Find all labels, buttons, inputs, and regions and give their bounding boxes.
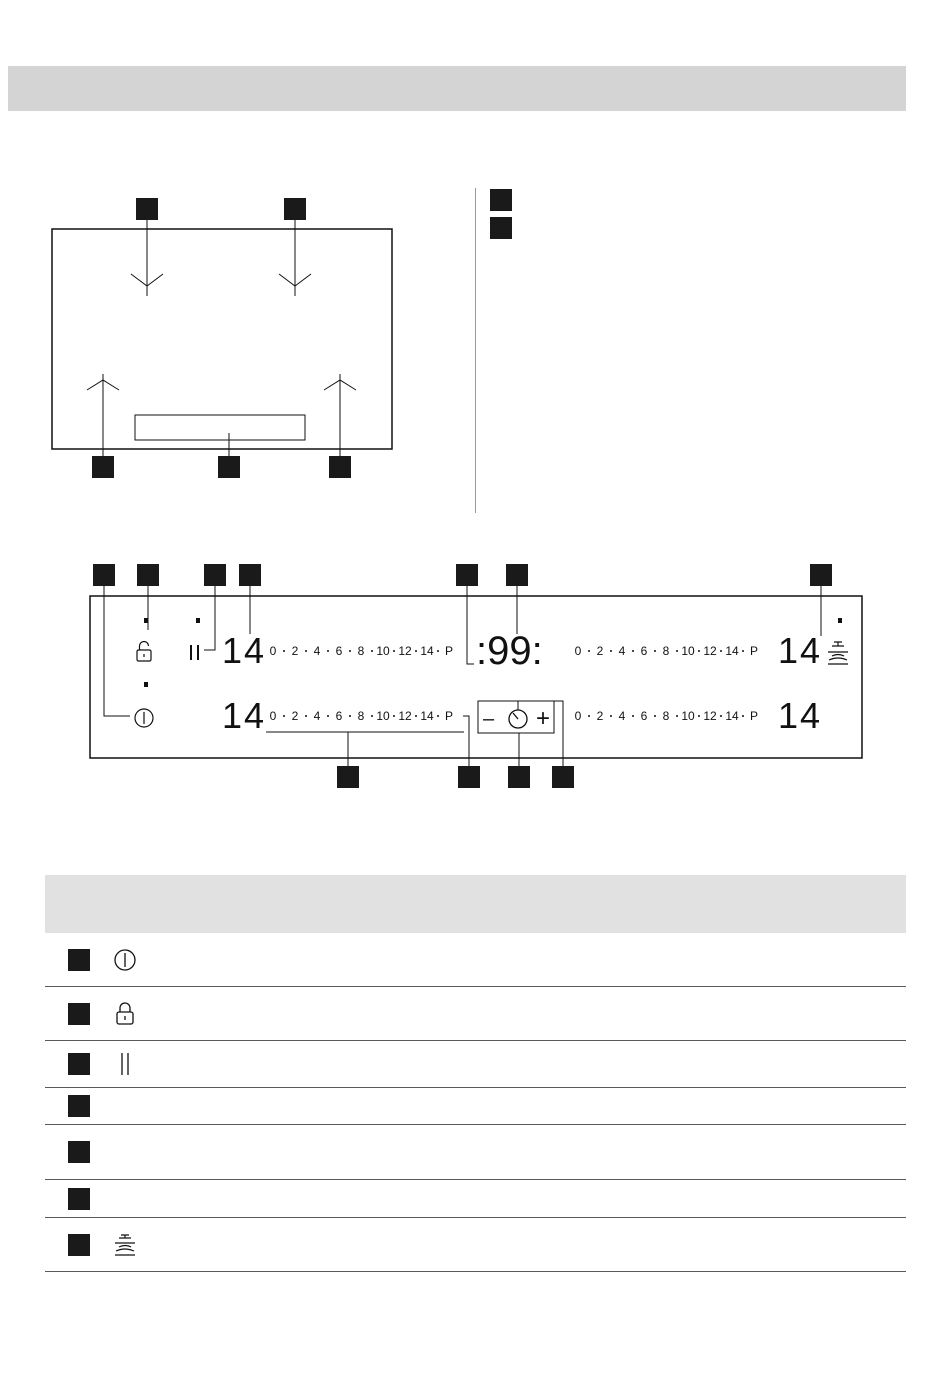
power-scale-label: 6 [335,644,343,658]
power-scale-dot [588,715,590,717]
callout-marker [93,564,115,586]
table-header-row [45,875,906,933]
power-scale-label: 0 [269,644,277,658]
row-number-marker [68,1188,90,1210]
table-row [45,1125,906,1180]
power-scale-label: P [444,644,454,658]
lock-icon [137,642,151,662]
timer-icon [509,710,527,728]
power-scale-dot [305,715,307,717]
zone-level-display: 14 [778,630,823,671]
power-scale-label: 10 [681,644,695,658]
power-scale-dot [610,650,612,652]
power-scale-label: 4 [313,709,321,723]
power-scale-label: 14 [725,709,739,723]
power-scale-label: 4 [618,709,626,723]
power-scale-label: 0 [574,709,582,723]
power-scale-dot [305,650,307,652]
section-header-bar [8,66,906,111]
timer-minus: – [483,708,495,730]
timer-display: :99: [476,629,543,673]
zone-level-display: 14 [222,695,267,736]
power-scale-dot [349,650,351,652]
power-scale-label: 2 [291,709,299,723]
power-scale-dot [415,650,417,652]
power-scale-dot [742,715,744,717]
power-scale [270,644,453,658]
pause-icon [112,1051,138,1077]
callout-marker [239,564,261,586]
power-scale-dot [437,650,439,652]
power-scale-dot [349,715,351,717]
power-scale-label: 8 [357,644,365,658]
power-scale-dot [283,715,285,717]
table-row [45,933,906,987]
callout-marker [810,564,832,586]
callout-marker [506,564,528,586]
zone-level-display: 14 [222,630,267,671]
table-row [45,987,906,1041]
power-scale-label: 10 [376,709,390,723]
power-scale-label: 10 [681,709,695,723]
power-scale [575,709,758,723]
timer-plus: + [536,705,551,732]
power-scale-label: 8 [662,709,670,723]
hob-to-hood-icon [112,1232,138,1258]
power-icon [135,709,153,727]
legend-marker [490,189,512,211]
power-icon [112,947,138,973]
power-scale-dot [610,715,612,717]
row-number-marker [68,1095,90,1117]
power-scale-label: 8 [662,644,670,658]
power-scale-label: 6 [640,644,648,658]
power-scale-label: 0 [574,644,582,658]
power-scale-label: 6 [335,709,343,723]
hob-layout-diagram [40,190,410,490]
key-table [45,875,906,1272]
power-scale-label: 0 [269,709,277,723]
callout-marker [136,198,158,220]
table-row [45,1218,906,1272]
power-scale-label: 12 [703,644,717,658]
power-scale-dot [327,650,329,652]
power-scale-dot [676,650,678,652]
power-scale-dot [720,715,722,717]
power-scale-label: 2 [596,709,604,723]
power-scale-dot [415,715,417,717]
row-number-marker [68,949,90,971]
power-scale-dot [698,650,700,652]
power-scale-dot [632,715,634,717]
callout-marker [552,766,574,788]
table-row [45,1180,906,1218]
callout-marker [458,766,480,788]
power-scale-dot [676,715,678,717]
power-scale-dot [698,715,700,717]
power-scale-label: 12 [398,709,412,723]
power-scale-dot [371,715,373,717]
power-scale-dot [632,650,634,652]
power-scale-dot [720,650,722,652]
power-scale-dot [742,650,744,652]
power-scale-label: P [444,709,454,723]
power-scale-dot [654,715,656,717]
hob-to-hood-icon [828,642,848,664]
power-scale-label: 12 [703,709,717,723]
control-panel-frame [90,596,862,758]
callout-marker [204,564,226,586]
row-number-marker [68,1053,90,1075]
power-scale-dot [283,650,285,652]
row-number-marker [68,1003,90,1025]
power-scale-label: 10 [376,644,390,658]
control-panel-outline [135,415,305,440]
power-scale-label: 2 [596,644,604,658]
callout-marker [92,456,114,478]
indicator-dot [144,618,148,623]
indicator-dot [196,618,200,623]
power-scale [270,709,453,723]
power-scale-dot [437,715,439,717]
callout-marker [337,766,359,788]
callout-marker [137,564,159,586]
power-scale-label: P [749,709,759,723]
legend-marker [490,217,512,239]
callout-marker [456,564,478,586]
control-panel-diagram [88,562,864,790]
power-scale [575,644,758,658]
column-separator [475,188,476,513]
row-number-marker [68,1234,90,1256]
zone-level-display: 14 [778,695,823,736]
table-row [45,1088,906,1125]
power-scale-dot [588,650,590,652]
power-scale-dot [393,715,395,717]
callout-marker [284,198,306,220]
callout-marker [329,456,351,478]
power-scale-label: 12 [398,644,412,658]
power-scale-label: 6 [640,709,648,723]
callout-marker [508,766,530,788]
power-scale-dot [327,715,329,717]
indicator-dot [144,682,148,687]
indicator-dot [838,618,842,623]
table-row [45,1041,906,1088]
power-scale-dot [654,650,656,652]
power-scale-label: 2 [291,644,299,658]
lock-icon [112,1001,138,1027]
pause-icon [191,645,198,660]
power-scale-label: 14 [420,709,434,723]
callout-marker [218,456,240,478]
power-scale-label: 4 [618,644,626,658]
power-scale-dot [393,650,395,652]
power-scale-label: P [749,644,759,658]
power-scale-label: 14 [725,644,739,658]
power-scale-label: 8 [357,709,365,723]
power-scale-label: 14 [420,644,434,658]
power-scale-dot [371,650,373,652]
row-number-marker [68,1141,90,1163]
power-scale-label: 4 [313,644,321,658]
